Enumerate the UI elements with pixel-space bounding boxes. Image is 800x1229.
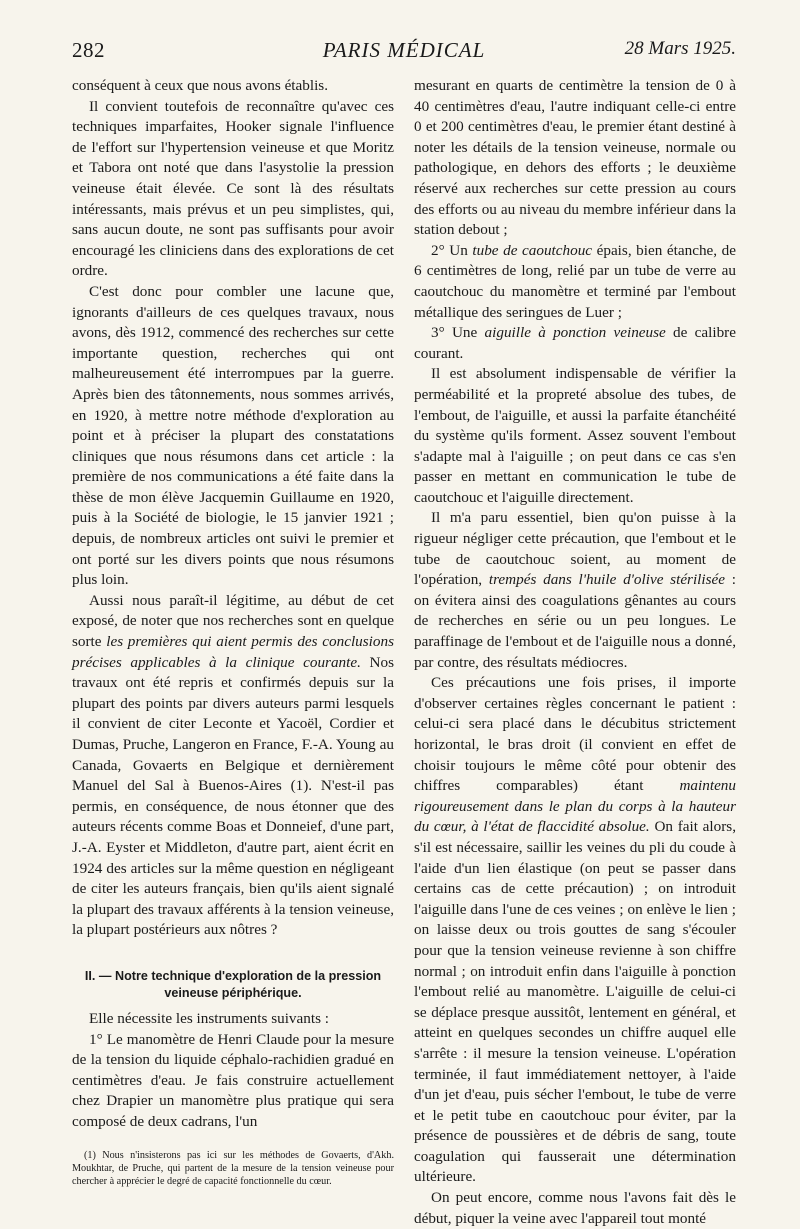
- paragraph: Il convient toutefois de reconnaître qu'avec ces techniques imparfaites, Hooker signale l'influence de l'effort sur l'hypertension veineuse et que Moritz et Tabora ont noté que dans l'asystolie la pression veineuse était élevée. Ce sont là des résultats intéressants, mais prévus et un peu simplistes, qui, sans aucun doute, ne sont pas suffisants pour avoir encouragé les cliniciens dans des explorations de cet ordre.: [72, 97, 394, 280]
- text-run: On fait alors, s'il est nécessaire, saillir les veines du pli du coude à l'aide d'un lien élastique (on peut se passer dans certains cas de cette précaution) ; on introduit l'aiguille dans l'une de ces veines ; on enlève le lien ; on laisse deux ou trois gouttes de sang s'écouler pour que la tension veineuse revienne à son chiffre normal ; on introduit enfin dans l'aiguille à ponction l'embout relié au manomètre. L'aiguille de celui-ci se déplace presque aussitôt, lentement en général, et atteint en quelques secondes un chiffre auquel elle s'arrête : il mesure la tension veineuse. L'opération terminée, il faut immédiatement nettoyer, à l'aide d'un jet d'eau, puis sécher l'embout, le tube de verre et le petit tube en caoutchouc pour éviter, par la présence de poussières et de débris de sang, toute coagulation qui fausserait une détermination ultérieure.: [414, 818, 736, 1186]
- text-run: Ces précautions une fois prises, il importe d'observer certaines règles concernant le patient : celui-ci sera placé dans le décubitus strictement horizontal, le bras droit (il convient en effet de choisir toujours le même côté pour obtenir des chiffres comparables) étant: [414, 674, 736, 795]
- left-column: [72, 76, 394, 1189]
- paragraph: conséquent à ceux que nous avons établis.: [72, 77, 329, 94]
- text-run: de calibre courant.: [414, 324, 736, 362]
- paragraph: C'est donc pour combler une lacune que, ignorants d'ailleurs de ces quelques travaux, nous avons, dès 1912, commencé des recherches sur cette importante question, recherches qui ont malheureusement été interrompues par la guerre. Après bien des tâtonnements, nous sommes arrivés, en 1920, à mettre notre méthode d'exploration au point et à préciser la plupart des constatations cliniques que nous résumons dans cet article : la première de nos communications a été faite dans la thèse de mon élève Jacquemin Guillaume en 1920, puis à la Société de biologie, le 15 janvier 1921 ; depuis, de nombreux articles ont suivi le premier et ont porté sur les divers points que nous résumons plus loin.: [72, 282, 394, 589]
- paragraph: 1° Le manomètre de Henri Claude pour la mesure de la tension du liquide céphalo-rachidien gradué en centimètres d'eau. Je fais construire actuellement chez Drapier un manomètre plus pratique qui sera composé de deux cadrans, l'un: [72, 1030, 394, 1130]
- paragraph: [414, 673, 736, 1188]
- page-number: 282: [72, 38, 105, 62]
- text-run: : on évitera ainsi des coagulations gênantes au cours de recherches en série ou un peu longues. Le paraffinage de l'embout et de l'aiguille nous a donné, par contre, des résultats médiocres.: [414, 571, 736, 671]
- paragraph: [414, 323, 736, 364]
- right-column: [414, 76, 736, 1229]
- text-run: Nos travaux ont été repris et confirmés depuis sur la plupart des points par divers auteurs parmi lesquels il convient de citer Leconte et Yacoël, Cordier et Dumas, Pruche, Langeron en France, F.-A. Young au Canada, Govaerts en Belgique et dernièrement Manuel del Sal à Buenos-Aires (1). N'est-il pas permis, en conséquence, de nous étonner que des auteurs récents comme Boas et Donneief, d'une part, J.-A. Eyster et Middleton, d'autre part, aient écrit en 1924 des articles sur la même question en négligeant de citer les auteurs français, bien qu'ils aient signalé la plupart des travaux afférents à la tension veineuse, la plupart postérieurs aux nôtres ?: [72, 653, 394, 939]
- text-run: épais, bien étanche, de 6 centimètres de long, relié par un tube de verre au caoutchouc du manomètre et terminé par l'embout métallique des seringues de Luer ;: [414, 241, 736, 321]
- paragraph: On peut encore, comme nous l'avons fait dès le début, piquer la veine avec l'appareil tout monté: [414, 1189, 736, 1227]
- footnote: [72, 1149, 394, 1189]
- emphasis: trempés dans l'huile d'olive stérilisée: [488, 571, 726, 589]
- paragraph: [414, 241, 736, 323]
- emphasis: tube de caoutchouc: [472, 241, 593, 259]
- paragraph: [72, 591, 394, 941]
- paragraph: mesurant en quarts de centimètre la tension de 0 à 40 centimètres d'eau, l'autre indiquant celle-ci entre 0 et 200 centimètres d'eau, le premier étant destiné à noter les détails de la tension veineuse, normale ou pathologique, en dehors des efforts ; le deuxième réservé aux recherches sur cette pression au cours des efforts ou au niveau du membre inférieur dans la station debout ;: [414, 77, 736, 239]
- text-run: 2° Un: [431, 241, 473, 259]
- emphasis: les premières qui aient permis des conclusions précises applicables à la clinique courante.: [72, 633, 394, 671]
- footnote-text: (1) Nous n'insisterons pas ici sur les méthodes de Govaerts, d'Akh. Moukhtar, de Pruche, qui partent de la mesure de la tension veineuse pour chercher à apprécier le degré de capacité fonctionnelle du cœur.: [72, 1149, 394, 1188]
- paragraph: Il est absolument indispensable de vérifier la perméabilité et la propreté absolue des tubes, de l'embout, de l'aiguille, et aussi la parfaite étanchéité du système qu'ils forment. Assez souvent l'embout s'adapte mal à l'aiguille ; on peut dans ce cas s'en passer en mettant en communication le tube de caoutchouc et l'aiguille directement.: [414, 365, 736, 506]
- text-run: Il m'a paru essentiel, bien qu'on puisse à la rigueur négliger cette précaution, que l'embout et le tube de caoutchouc soient, au moment de l'opération,: [414, 509, 736, 589]
- section-heading: II. — Notre technique d'exploration de la pression veineuse périphérique.: [84, 968, 382, 1000]
- journal-title: PARIS MÉDICAL: [322, 38, 486, 62]
- text-run: 3° Une: [431, 324, 485, 342]
- emphasis: maintenu rigoureusement dans le plan du corps à la hauteur du cœur, à l'état de flaccidité absolue.: [414, 777, 736, 836]
- page-header: [72, 38, 736, 68]
- issue-date: 28 Mars 1925.: [624, 38, 736, 59]
- emphasis: aiguille à ponction veineuse: [484, 324, 666, 342]
- paragraph: [414, 508, 736, 673]
- paragraph: Elle nécessite les instruments suivants :: [89, 1009, 330, 1027]
- text-run: Aussi nous paraît-il légitime, au début de cet exposé, de noter que nos recherches sont en quelque sorte: [72, 591, 394, 651]
